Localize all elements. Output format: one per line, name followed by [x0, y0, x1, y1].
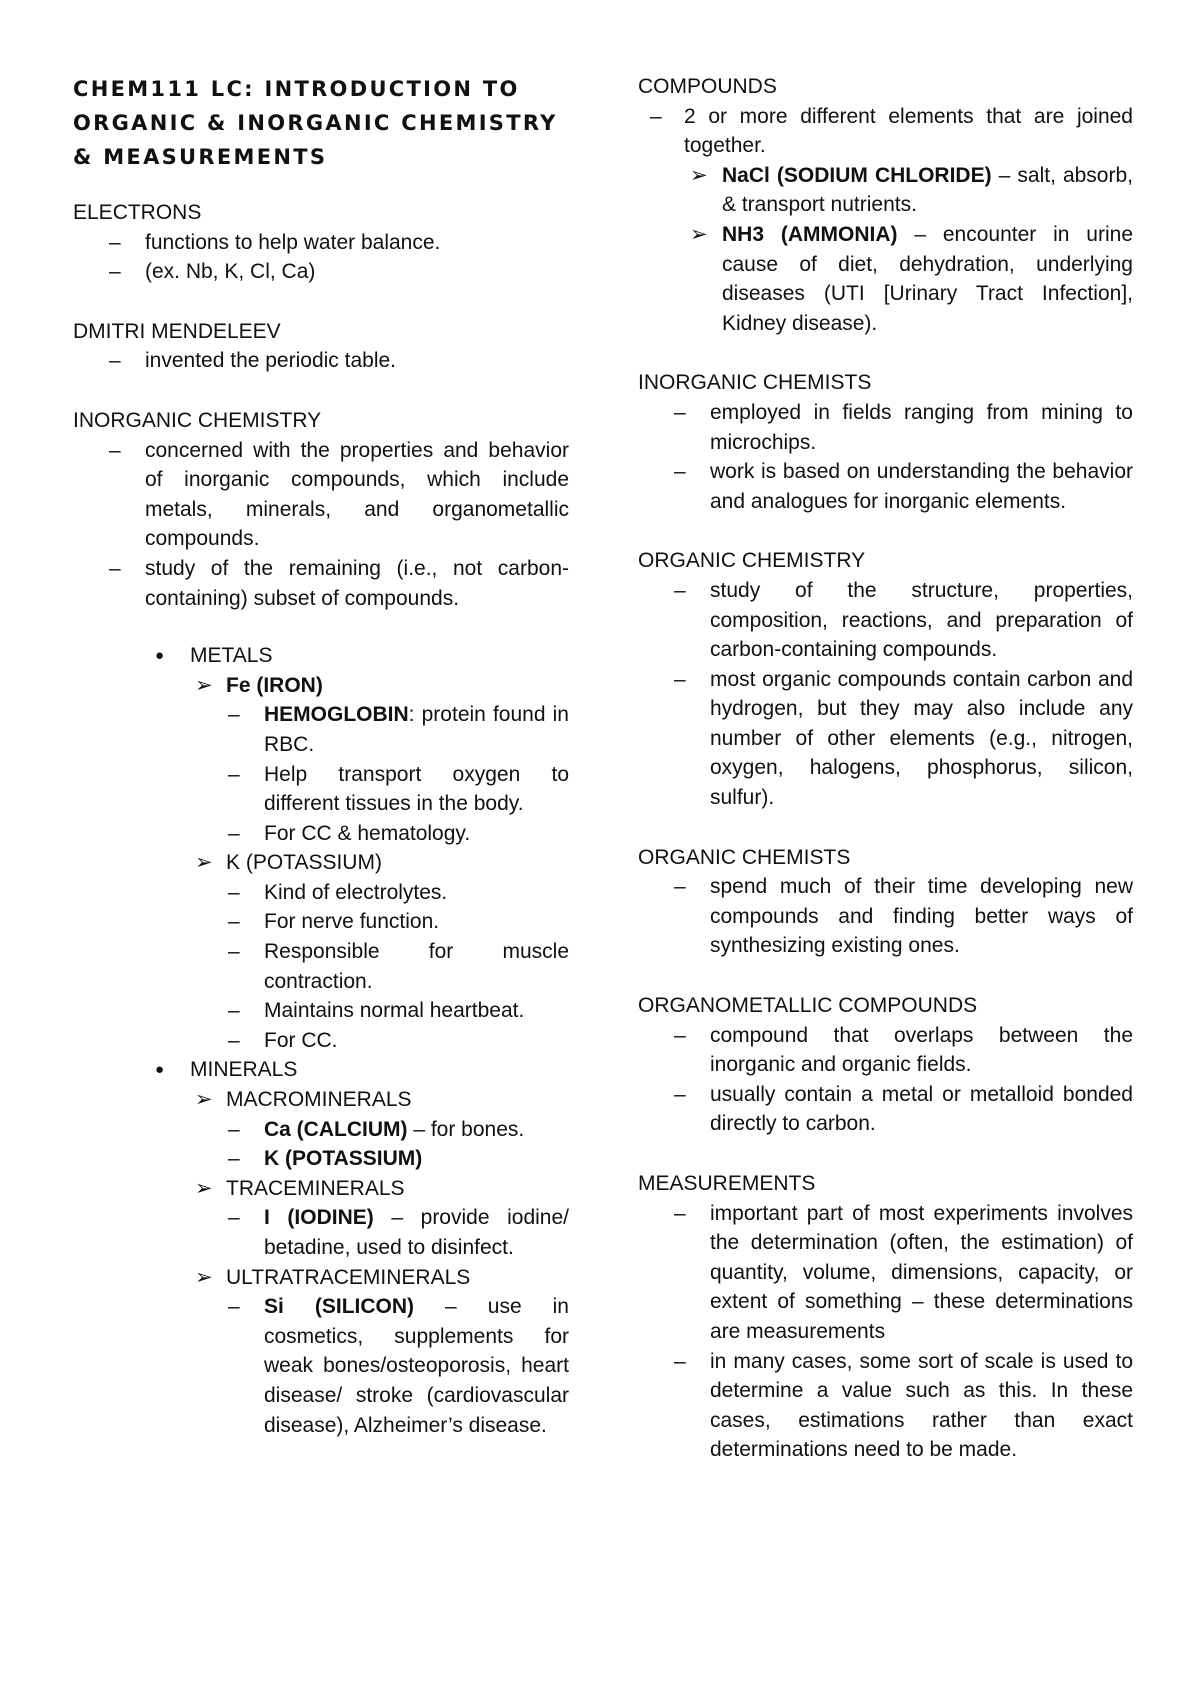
list-item: – important part of most experiments involves the determination (often, the estimation) of quantity, volume, dimensions, capacity, or extent of something – these determinations are measurements	[638, 1199, 1133, 1347]
list-item: – work is based on understanding the behavior and analogues for inorganic elements.	[638, 457, 1133, 516]
list-item-ultratraceminerals: ➢ ULTRATRACEMINERALS	[73, 1263, 569, 1293]
en-dash-bullet-icon: –	[228, 1028, 240, 1052]
document-title	[73, 72, 569, 174]
section-heading: ELECTRONS	[73, 201, 202, 224]
list-item: – Si (SILICON) – use in cosmetics, supplements for weak bones/osteoporosis, heart disease/ stroke (cardiovascular disease), Alzheimer’s disease.	[73, 1292, 569, 1440]
list-item: – usually contain a metal or metalloid bonded directly to carbon.	[638, 1080, 1133, 1139]
list-item: – K (POTASSIUM)	[73, 1144, 569, 1174]
section-mendeleev	[73, 317, 569, 376]
en-dash-bullet-icon: –	[674, 460, 686, 484]
section-inorganic-chemists	[638, 368, 1133, 516]
en-dash-bullet-icon: –	[228, 762, 240, 786]
en-dash-bullet-icon: –	[674, 667, 686, 691]
section-inorganic-chemistry	[73, 406, 569, 1440]
en-dash-bullet-icon: –	[228, 703, 240, 727]
en-dash-bullet-icon: –	[674, 875, 686, 899]
list-item-iron: ➢ Fe (IRON)	[73, 671, 569, 701]
list-item: – invented the periodic table.	[73, 346, 569, 376]
list-item: – For CC & hematology.	[73, 819, 569, 849]
section-organic-chemists	[638, 843, 1133, 961]
en-dash-bullet-icon: –	[109, 349, 121, 373]
round-bullet-icon: ●	[155, 647, 165, 665]
arrowhead-bullet-icon: ➢	[195, 1088, 213, 1112]
list-item-potassium: ➢ K (POTASSIUM)	[73, 848, 569, 878]
en-dash-bullet-icon: –	[674, 578, 686, 602]
list-item: – Maintains normal heartbeat.	[73, 996, 569, 1026]
list-item: – compound that overlaps between the inorganic and organic fields.	[638, 1021, 1133, 1080]
list-item: – concerned with the properties and behavior of inorganic compounds, which include metals, minerals, and organometallic compounds.	[73, 436, 569, 554]
en-dash-bullet-icon: –	[228, 1117, 240, 1141]
en-dash-bullet-icon: –	[109, 438, 121, 462]
section-organometallic-compounds	[638, 991, 1133, 1139]
list-item: – Kind of electrolytes.	[73, 878, 569, 908]
section-heading: ORGANOMETALLIC COMPOUNDS	[638, 994, 978, 1018]
right-column	[638, 72, 1133, 1495]
round-bullet-icon: ●	[155, 1061, 165, 1079]
arrowhead-bullet-icon: ➢	[690, 222, 708, 246]
en-dash-bullet-icon: –	[674, 1023, 686, 1047]
list-item-traceminerals: ➢ TRACEMINERALS	[73, 1174, 569, 1204]
section-heading: INORGANIC CHEMISTRY	[73, 408, 322, 432]
arrowhead-bullet-icon: ➢	[195, 673, 213, 697]
list-item: – 2 or more different elements that are joined together.	[638, 102, 1133, 161]
list-item: – Ca (CALCIUM) – for bones.	[73, 1115, 569, 1145]
en-dash-bullet-icon: –	[650, 104, 662, 128]
list-item: – HEMOGLOBIN: protein found in RBC.	[73, 700, 569, 759]
list-item-nacl: ➢ NaCl (SODIUM CHLORIDE) – salt, absorb, & transport nutrients.	[638, 161, 1133, 220]
arrowhead-bullet-icon: ➢	[690, 163, 708, 187]
list-item: – most organic compounds contain carbon and hydrogen, but they may also include any number of other elements (e.g., nitrogen, oxygen, halogens, phosphorus, silicon, sulfur).	[638, 665, 1133, 813]
en-dash-bullet-icon: –	[674, 1201, 686, 1225]
list-item: – in many cases, some sort of scale is used to determine a value such as this. In these cases, estimations rather than exact determinations need to be made.	[638, 1347, 1133, 1465]
left-column	[73, 72, 569, 1470]
section-heading: COMPOUNDS	[638, 75, 777, 98]
en-dash-bullet-icon: –	[674, 1349, 686, 1373]
list-item: – I (IODINE) – provide iodine/ betadine, used to disinfect.	[73, 1203, 569, 1262]
list-item-minerals: ● MINERALS	[73, 1055, 569, 1085]
section-heading: DMITRI MENDELEEV	[73, 319, 281, 343]
list-item: – employed in fields ranging from mining to microchips.	[638, 398, 1133, 457]
arrowhead-bullet-icon: ➢	[195, 1265, 213, 1289]
list-item: – functions to help water balance.	[73, 228, 569, 258]
list-item: – For nerve function.	[73, 907, 569, 937]
section-measurements	[638, 1169, 1133, 1465]
en-dash-bullet-icon: –	[228, 1147, 240, 1171]
list-item-nh3: ➢ NH3 (AMMONIA) – encounter in urine cause of diet, dehydration, underlying diseases (UTI [Urinary Tract Infection], Kidney disease).	[638, 220, 1133, 338]
en-dash-bullet-icon: –	[228, 1206, 240, 1230]
list-item: – study of the remaining (i.e., not carbon-containing) subset of compounds.	[73, 554, 569, 613]
en-dash-bullet-icon: –	[228, 880, 240, 904]
list-item-macrominerals: ➢ MACROMINERALS	[73, 1085, 569, 1115]
arrowhead-bullet-icon: ➢	[195, 851, 213, 875]
title-line: ORGANIC & INORGANIC CHEMISTRY	[73, 111, 558, 135]
list-item: – (ex. Nb, K, Cl, Ca)	[73, 257, 569, 287]
list-item: – Responsible for muscle contraction.	[73, 937, 569, 996]
section-heading: ORGANIC CHEMISTS	[638, 845, 851, 869]
en-dash-bullet-icon: –	[228, 1295, 240, 1319]
list-item: – Help transport oxygen to different tissues in the body.	[73, 760, 569, 819]
en-dash-bullet-icon: –	[674, 400, 686, 424]
section-heading: ORGANIC CHEMISTRY	[638, 549, 866, 573]
list-item: – spend much of their time developing new compounds and finding better ways of synthesizing existing ones.	[638, 872, 1133, 961]
list-item: – study of the structure, properties, composition, reactions, and preparation of carbon-containing compounds.	[638, 576, 1133, 665]
arrowhead-bullet-icon: ➢	[195, 1176, 213, 1200]
section-organic-chemistry	[638, 546, 1133, 812]
en-dash-bullet-icon: –	[228, 910, 240, 934]
title-line: CHEM111 LC: INTRODUCTION TO	[73, 77, 520, 101]
en-dash-bullet-icon: –	[109, 230, 121, 254]
en-dash-bullet-icon: –	[109, 556, 121, 580]
en-dash-bullet-icon: –	[228, 940, 240, 964]
title-line: & MEASUREMENTS	[73, 145, 328, 169]
en-dash-bullet-icon: –	[109, 260, 121, 284]
section-compounds	[638, 72, 1133, 338]
list-item: – For CC.	[73, 1026, 569, 1056]
en-dash-bullet-icon: –	[228, 821, 240, 845]
en-dash-bullet-icon: –	[674, 1082, 686, 1106]
section-electrons	[73, 198, 569, 287]
section-heading: MEASUREMENTS	[638, 1172, 816, 1195]
en-dash-bullet-icon: –	[228, 999, 240, 1023]
list-item-metals: ● METALS	[73, 641, 569, 671]
section-heading: INORGANIC CHEMISTS	[638, 371, 872, 395]
